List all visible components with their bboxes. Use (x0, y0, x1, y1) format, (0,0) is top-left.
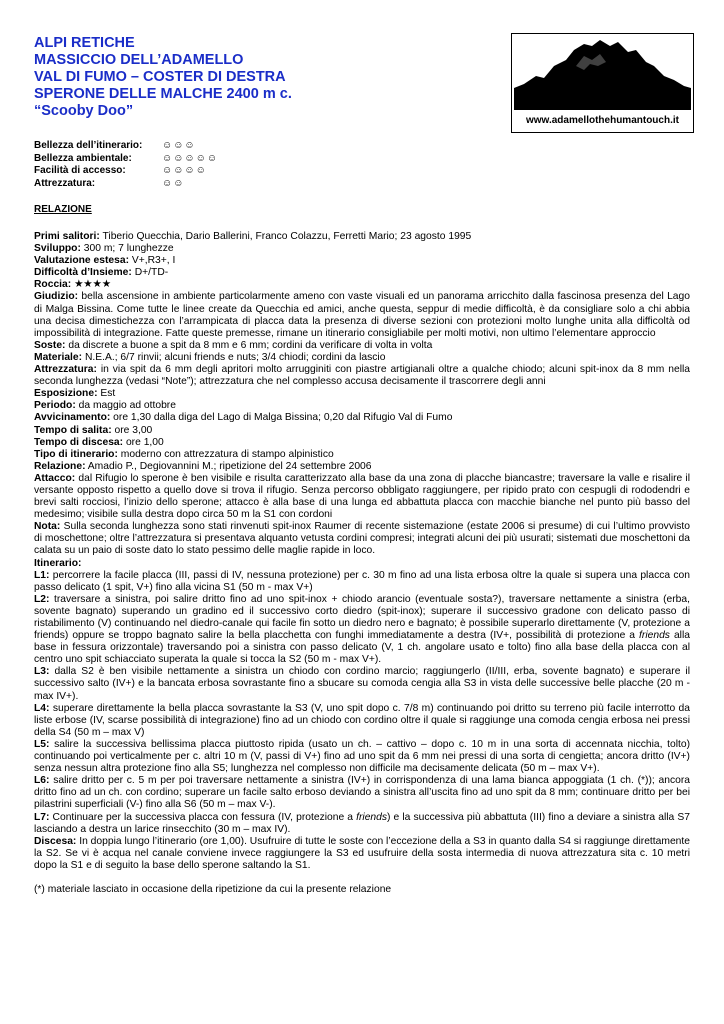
field-label: Giudizio: (34, 291, 79, 303)
rating-label: Facilità di accesso: (34, 165, 126, 176)
ratings-block (34, 140, 218, 190)
page-title (34, 35, 494, 120)
smiley-rating-icon: ☺☺ (162, 177, 185, 189)
grade-value: V+,R3+, I (131, 255, 176, 267)
smiley-rating-icon: ☺☺☺☺ (162, 165, 207, 176)
approach-value: ore 1,30 dalla diga del Lago di Malga Bissina; 0,20 dal Rifugio Val di Fumo (113, 412, 453, 424)
note (34, 521, 690, 557)
field-label: Soste: (34, 339, 66, 351)
pitch-label: L3: (34, 666, 50, 678)
title-line-route-name: “Scooby Doo” (34, 103, 134, 119)
rating-label: Bellezza dell’itinerario: (34, 140, 143, 151)
belays (34, 340, 690, 352)
field-label: Attrezzatura: (34, 364, 97, 376)
gear-value: N.E.A.; 6/7 rinvii; alcuni friends e nuts; 3/4 chiodi; cordini da lascio (84, 351, 386, 363)
rating-row (34, 178, 218, 191)
start-point-value: dal Rifugio lo sperone è ben visibile e risulta caratterizzato alla base da una zona di placche biancastre; traversare la valle e risalire il versante opposto rispetto a quello dove si trova il rifugio. Senza percorso obbligato raggiungere, per ripido prato con cespugli di rododendri e brevi salti rocciosi, l’inizio dello sperone; attacco è alla base di una lunga ed abbattuta placca con macchie bianche nel punto più basso del medesimo; visibile sulla destra dopo circa 50 m la S1 con cordoni (34, 472, 690, 521)
first-ascent (34, 231, 690, 243)
rating-row (34, 165, 218, 178)
field-label: Difficoltà d’Insieme: (34, 267, 132, 279)
field-label: Nota: (34, 521, 61, 533)
pitch-text: salire dritto per c. 5 m per poi traversare nettamente a sinistra (IV+) in corrispondenza di una lama bianca appoggiata (1 ch. (*)); ancora dritto fino ad un ch. con cordino; superare un facile salto erboso deviando a sinistra all’uscita fino ad uno spit da 8 mm; continuare dritto per bei pilastrini superficiali (V-) fino alla S6 (50 m – max V-). (34, 775, 690, 811)
itinerary-heading (34, 558, 690, 570)
overall-difficulty (34, 267, 690, 279)
field-label: Sviluppo: (34, 243, 81, 255)
ascent-time-value: ore 3,00 (114, 424, 153, 436)
field-label: Valutazione estesa: (34, 255, 129, 267)
rock-quality (34, 279, 690, 291)
section-title: RELAZIONE (34, 204, 92, 215)
field-label: Attacco: (34, 472, 76, 484)
star-rating-icon: ★★★★ (74, 279, 112, 291)
pitch-text: salire la successiva bellissima placca piuttosto ripida (usato un ch. – cattivo – dopo c. 10 m in una sorta di accennata nicchia, tolto) continuando poi verticalmente per c. altri 10 m (V, passi di V+) fino ad uno spit da 6 mm nei pressi di una sorta di cengietta; ancora dritto (IV+) senza nessun altra protezione fino alla S5; lunghezza nel complesso non difficile ma decisamente delicata (50 m – max V+). (34, 738, 690, 775)
rating-row (34, 153, 218, 166)
pitch-text: Continuare per la successiva placca con fessura (IV, protezione a (52, 811, 354, 823)
pitch-text: superare direttamente la bella placca sovrastante la S3 (V, uno spit dopo c. 7/8 m) continuando poi dritto su terreno più facile interrotto da liste erbose (IV, scarse possibilità di integrazione) fino ad un chiodo con cordino oltre il quale si raggiunge una comoda cengia erbosa nei pressi della S4 (50 m – max V) (34, 702, 690, 738)
length (34, 243, 690, 255)
descent-time (34, 437, 690, 449)
field-label: Esposizione: (34, 388, 98, 400)
rating-label: Attrezzatura: (34, 177, 96, 189)
title-line-valley: VAL DI FUMO – COSTER DI DESTRA (34, 69, 286, 85)
descent-time-value: ore 1,00 (125, 436, 164, 448)
pitch-2 (34, 594, 690, 667)
pitch-label: L5: (34, 738, 50, 750)
pitch-4 (34, 703, 690, 739)
first-ascent-value: Tiberio Quecchia, Dario Ballerini, Franco Colazzu, Ferretti Mario; 23 agosto 1995 (102, 231, 472, 242)
field-label: Periodo: (34, 400, 76, 412)
grade (34, 255, 690, 267)
judgement (34, 291, 690, 339)
pitch-label: L2: (34, 593, 50, 605)
route-report (34, 231, 690, 896)
pitch-5 (34, 739, 690, 775)
pitch-7 (34, 812, 690, 836)
pitch-text: traversare a sinistra, poi salire dritto fino ad uno spit-inox + chiodo arancio (eventuale sosta?), traversare nettamente a sinistra (erba, sovente bagnato) superando un gradino ed il successivo corto diedro (spit-inox); superare il successivo gradone con delicato passo di ristabilimento (V) continuando nel diedro-canale qui facile fin sotto un diedro nero e bagnato; è possibile superarlo direttamente (V, protezione a friends) oppure se troppo bagnato salire la bella placchetta con funghi immediatamente a destra (IV+, possibilità di protezione a (34, 593, 690, 642)
season-value: da maggio ad ottobre (78, 400, 176, 412)
field-label: Tempo di salita: (34, 424, 112, 436)
exposure (34, 388, 690, 400)
pitch-6 (34, 775, 690, 811)
pitch-text-italic: friends (639, 630, 670, 642)
field-label: Avvicinamento: (34, 412, 111, 424)
spacer (34, 872, 690, 884)
mountain-logo-icon (514, 36, 691, 110)
footnote: (*) materiale lasciato in occasione della ripetizione da cui la presente relazione (34, 883, 392, 895)
overall-difficulty-value: D+/TD- (134, 267, 169, 279)
field-label: Itinerario: (34, 557, 82, 569)
start-point (34, 473, 690, 521)
pitch-text: ) e la successiva più abbattuta (III) fino a deviare a sinistra alla S7 lasciando a destra un larice rinsecchito (30 m – max IV). (34, 811, 690, 835)
gear (34, 352, 690, 364)
ascent-time (34, 425, 690, 437)
exposure-value: Est (100, 388, 116, 400)
belays-value: da discrete a buone a spit da 8 mm e 6 mm; cordini da verificare di volta in volta (68, 339, 433, 351)
length-value: 300 m; 7 lunghezze (83, 243, 174, 255)
field-label: Materiale: (34, 351, 83, 363)
descent (34, 836, 690, 872)
pitch-label: L4: (34, 702, 50, 714)
title-line-region: ALPI RETICHE (34, 35, 135, 51)
field-label: Primi salitori: (34, 231, 100, 242)
pitch-1 (34, 570, 690, 594)
pitch-text: alla base in fessura orizzontale) traversando poi a sinistra con passo delicato (V, 1 ch. angolare usato e tolto) fino alla base della placca con al centro uno spit schiacciato superata la quale si tocca la S2 (50 m - max V+). (34, 630, 690, 666)
report-source-value: Amadio P., Degiovannini M.; ripetizione del 24 settembre 2006 (87, 460, 372, 472)
fixed-gear (34, 364, 690, 388)
pitch-label: L1: (34, 569, 50, 581)
field-label: Roccia: (34, 279, 72, 291)
rating-row (34, 140, 218, 153)
pitch-text: percorrere la facile placca (III, passi di IV, nessuna protezione) per c. 30 m fino ad una lista erbosa oltre la quale si supera una placca con passo delicato (1 spit, V+) fino alla vicina S1 (50 m - max V+) (34, 569, 690, 593)
title-line-massif: MASSICCIO DELL’ADAMELLO (34, 52, 244, 68)
pitch-label: L7: (34, 811, 50, 823)
fixed-gear-value: in via spit da 6 mm degli apritori molto arrugginiti con piastre artigianali oltre a qualche chiodo; alcuni spit-inox da 8 mm nella seconda lunghezza (vedasi “Note”); attrezzatura che nel complesso accusa decisamente il trascorrere degli anni (34, 364, 690, 388)
pitch-text: dalla S2 è ben visibile nettamente a sinistra un chiodo con cordino marcio; raggiungerlo (II/III, erba, sovente bagnato) e superare il successivo salto (IV+) e la bancata erbosa sovrastante fino a sbucare su comoda cengia alla S3 in vista delle successive belle placche (20 m - max IV+). (34, 666, 690, 702)
field-label: Tipo di itinerario: (34, 448, 118, 460)
note-value: Sulla seconda lunghezza sono stati rinvenuti spit-inox Raumer di recente sistemazione (estate 2006 si presume) di cui l’ultimo provvisto di moschettone; oltre l’attrezzatura si presentava alquanto vetusta cordini compresi; integrati alcuni dei più usurati; sistemati due moschettoni da calata su un paio di soste dato lo stato pessimo delle maglie rapide in loco. (34, 521, 690, 557)
season (34, 400, 690, 412)
smiley-rating-icon: ☺☺☺☺☺ (162, 152, 219, 164)
descent-value: In doppia lungo l’itinerario (ore 1,00). Usufruire di tutte le soste con l’eccezione della a S3 in quanto dalla S4 si raggiunge direttamente la S2. Se vi è acqua nel canale conviene invece raggiungere la S3 ed usufruire della sosta intermedia di nuova attrezzatura sita c. 10 metri dopo la S1 e di seguito la base dello sperone saltando la S1. (34, 835, 690, 871)
field-label: Tempo di discesa: (34, 436, 124, 448)
logo-url: www.adamellothehumantouch.it (526, 115, 679, 126)
logo-box (511, 33, 694, 133)
pitch-label: L6: (34, 775, 50, 787)
report-source (34, 461, 690, 473)
pitch-3 (34, 666, 690, 702)
field-label: Relazione: (34, 460, 86, 472)
rating-label: Bellezza ambientale: (34, 152, 132, 164)
field-label: Discesa: (34, 835, 77, 847)
approach (34, 412, 690, 424)
title-line-peak: SPERONE DELLE MALCHE 2400 m c. (34, 86, 292, 102)
judgement-value: bella ascensione in ambiente particolarmente ameno con vaste visuali ed un panorama arricchito dalla fascinosa presenza del Lago di Malga Bissina. Come tutte le linee create da Quecchia ed amici, anche questa, seppur di medie difficoltà, è da consigliare solo a chi abbia una decisa dimestichezza con l’arrampicata di placca data la presenza di diverse sezioni con protezioni molto lunghe unita alla difficoltà od impossibilità di integrazione. Fatte queste premesse, rimane un itinerario consigliabile per molti motivi, non ultimo l’elementare approccio (34, 291, 690, 339)
route-type (34, 449, 690, 461)
pitch-text-italic: friends (356, 811, 388, 823)
route-type-value: moderno con attrezzatura di stampo alpinistico (120, 448, 334, 460)
smiley-rating-icon: ☺☺☺ (162, 140, 196, 151)
